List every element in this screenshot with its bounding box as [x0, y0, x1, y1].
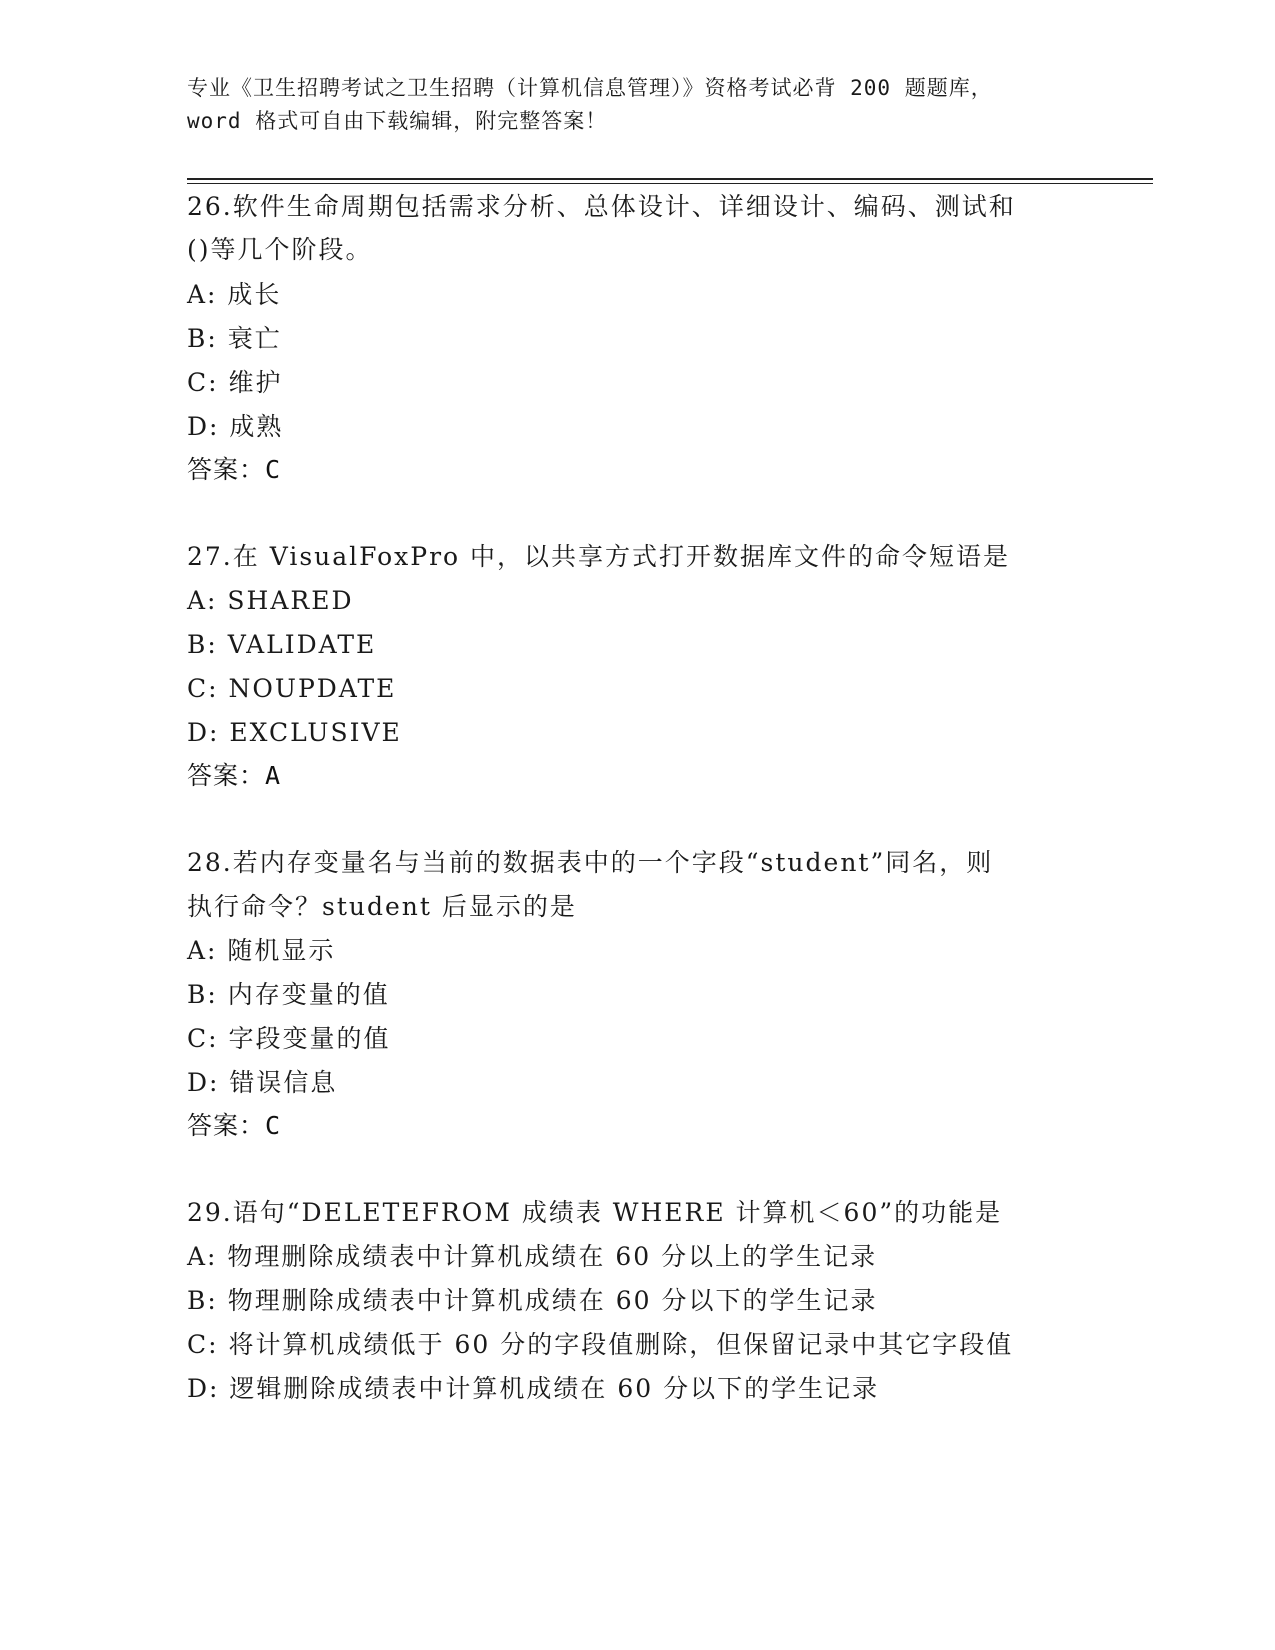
- question-26-option-c: C: 维护: [187, 368, 283, 397]
- header-line-2: word 格式可自由下载编辑，附完整答案！: [187, 109, 608, 133]
- question-26-option-b: B: 衰亡: [187, 324, 282, 353]
- document-header: [187, 72, 1087, 138]
- question-28-stem-line-1: 28.若内存变量名与当前的数据表中的一个字段“student”同名，则: [187, 848, 994, 877]
- question-27-option-d: D: EXCLUSIVE: [187, 718, 402, 747]
- question-26-stem-line-2: ()等几个阶段。: [187, 235, 373, 264]
- header-line-1: 专业《卫生招聘考试之卫生招聘（计算机信息管理）》资格考试必背 200 题题库，: [187, 76, 993, 100]
- question-27-option-c: C: NOUPDATE: [187, 674, 397, 703]
- question-27-stem-line-1: 27.在 VisualFoxPro 中，以共享方式打开数据库文件的命令短语是: [187, 542, 1011, 571]
- question-29-option-c: C: 将计算机成绩低于 60 分的字段值删除，但保留记录中其它字段值: [187, 1330, 1014, 1359]
- question-26-option-a: A: 成长: [187, 280, 282, 309]
- question-28-stem-line-2: 执行命令？student 后显示的是: [187, 892, 577, 921]
- question-26-option-d: D: 成熟: [187, 412, 284, 441]
- question-29-option-b: B: 物理删除成绩表中计算机成绩在 60 分以下的学生记录: [187, 1286, 878, 1315]
- header-divider-thick: [187, 178, 1153, 180]
- question-27-option-b: B: VALIDATE: [187, 630, 377, 659]
- question-29-stem-line-1: 29.语句“DELETEFROM 成绩表 WHERE 计算机＜60”的功能是: [187, 1198, 1003, 1227]
- question-27-answer: 答案：A: [187, 761, 282, 790]
- question-27-option-a: A: SHARED: [187, 586, 354, 615]
- question-29-option-d: D: 逻辑删除成绩表中计算机成绩在 60 分以下的学生记录: [187, 1374, 880, 1403]
- question-28-answer: 答案：C: [187, 1111, 282, 1140]
- question-26-stem-line-1: 26.软件生命周期包括需求分析、总体设计、详细设计、编码、测试和: [187, 192, 1016, 221]
- header-divider-thin: [187, 183, 1153, 184]
- question-28-option-d: D: 错误信息: [187, 1068, 338, 1097]
- question-29-option-a: A: 物理删除成绩表中计算机成绩在 60 分以上的学生记录: [187, 1242, 878, 1271]
- question-28-option-a: A: 随机显示: [187, 936, 336, 965]
- question-28-option-b: B: 内存变量的值: [187, 980, 390, 1009]
- question-26-answer: 答案：C: [187, 455, 282, 484]
- question-28-option-c: C: 字段变量的值: [187, 1024, 391, 1053]
